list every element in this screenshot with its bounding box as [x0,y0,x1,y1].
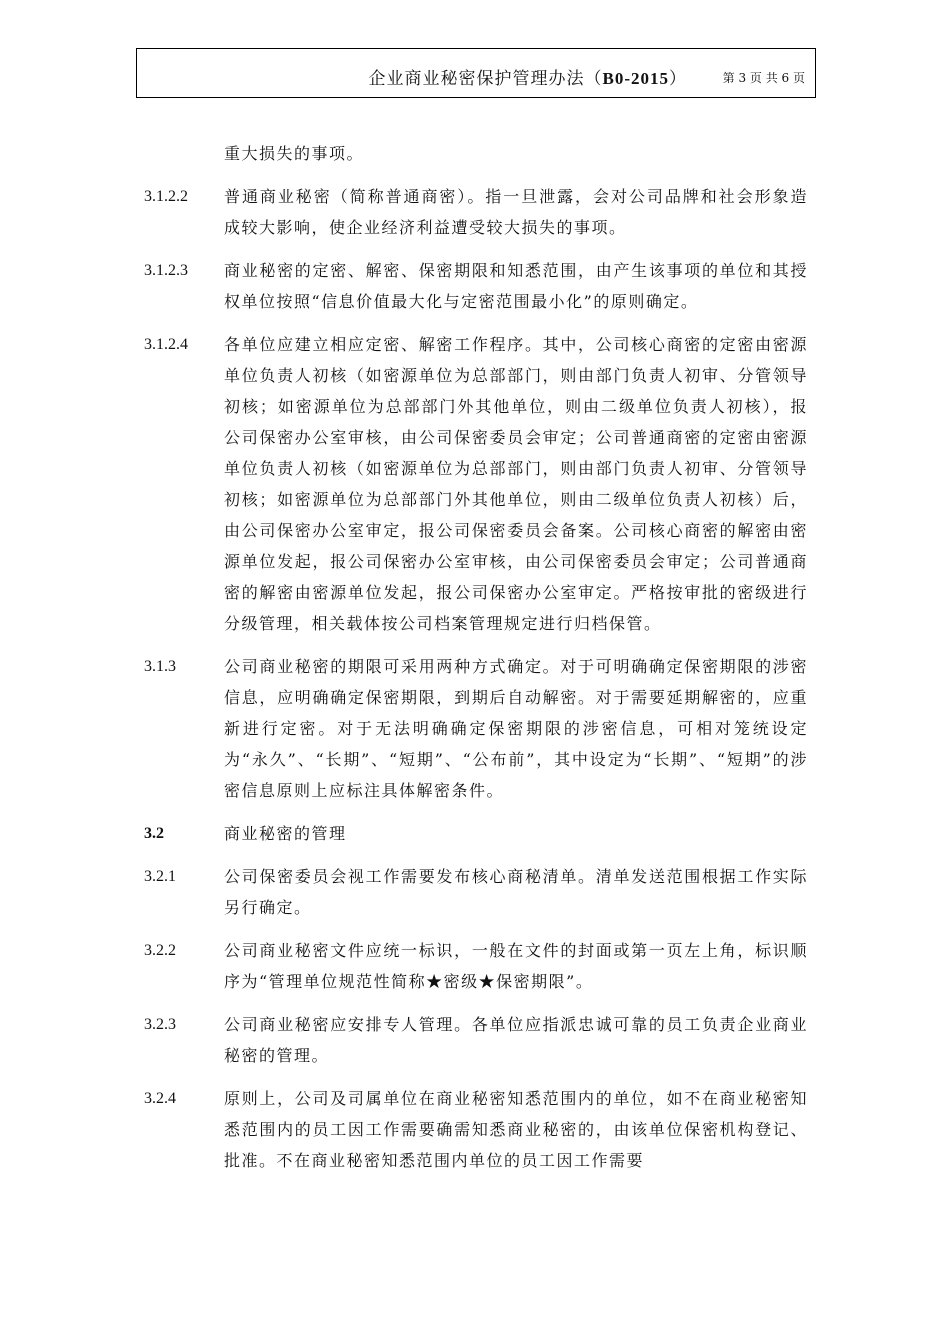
clause-number: 3.2.3 [144,1016,176,1033]
clause-number: 3.2.2 [144,942,176,959]
clause-number: 3.1.3 [144,658,176,675]
paragraph [144,181,808,243]
document-body [144,138,808,1188]
clause-text: 公司保密委员会视工作需要发布核心商秘清单。清单发送范围根据工作实际另行确定。 [224,867,808,917]
page-header [136,48,816,98]
paragraph [144,255,808,317]
clause-text: 公司商业秘密文件应统一标识，一般在文件的封面或第一页左上角，标识顺序为“管理单位规范性简称★密级★保密期限”。 [224,941,808,991]
paragraph [144,861,808,923]
paragraph [144,651,808,806]
clause-text: 各单位应建立相应定密、解密工作程序。其中，公司核心商密的定密由密源单位负责人初核（如密源单位为总部部门，则由部门负责人初审、分管领导初核；如密源单位为总部部门外其他单位，则由二级单位负责人初核），报公司保密办公室审核，由公司保密委员会审定；公司普通商密的定密由密源单位负责人初核（如密源单位为总部部门，则由部门负责人初审、分管领导初核；如密源单位为总部部门外其他单位，则由二级单位负责人初核）后，由公司保密办公室审定，报公司保密委员会备案。公司核心商密的解密由密源单位发起，报公司保密办公室审核，由公司保密委员会审定；公司普通商密的解密由密源单位发起，报公司保密办公室审定。严格按审批的密级进行分级管理，相关载体按公司档案管理规定进行归档保管。 [224,335,808,633]
document-title: 企业商业秘密保护管理办法（B0-2015） [368,69,687,89]
clause-text: 重大损失的事项。 [224,144,365,163]
section-number: 3.2 [144,825,164,842]
section-heading [144,818,808,849]
clause-text: 商业秘密的定密、解密、保密期限和知悉范围，由产生该事项的单位和其授权单位按照“信息价值最大化与定密范围最小化”的原则确定。 [224,261,808,311]
clause-text: 公司商业秘密的期限可采用两种方式确定。对于可明确确定保密期限的涉密信息，应明确确定保密期限，到期后自动解密。对于需要延期解密的，应重新进行定密。对于无法明确确定保密期限的涉密信息，可相对笼统设定为“永久”、“长期”、“短期”、“公布前”，其中设定为“长期”、“短期”的涉密信息原则上应标注具体解密条件。 [224,657,808,800]
clause-number: 3.1.2.3 [144,262,188,279]
paragraph [144,1083,808,1176]
clause-text: 原则上，公司及司属单位在商业秘密知悉范围内的单位，如不在商业秘密知悉范围内的员工因工作需要确需知悉商业秘密的，由该单位保密机构登记、批准。不在商业秘密知悉范围内单位的员工因工作需要 [224,1089,808,1170]
section-title: 商业秘密的管理 [224,824,347,843]
clause-text: 普通商业秘密（简称普通商密）。指一旦泄露，会对公司品牌和社会形象造成较大影响，使企业经济利益遭受较大损失的事项。 [224,187,808,237]
clause-text: 公司商业秘密应安排专人管理。各单位应指派忠诚可靠的员工负责企业商业秘密的管理。 [224,1015,808,1065]
paragraph [144,1009,808,1071]
clause-number: 3.2.1 [144,868,176,885]
paragraph [144,138,808,169]
paragraph [144,329,808,639]
document-code: B0-2015 [602,69,669,88]
clause-number: 3.1.2.4 [144,336,188,353]
page-number: 第 3 页 共 6 页 [722,71,805,85]
paragraph [144,935,808,997]
clause-number: 3.1.2.2 [144,188,188,205]
clause-number: 3.2.4 [144,1090,176,1107]
